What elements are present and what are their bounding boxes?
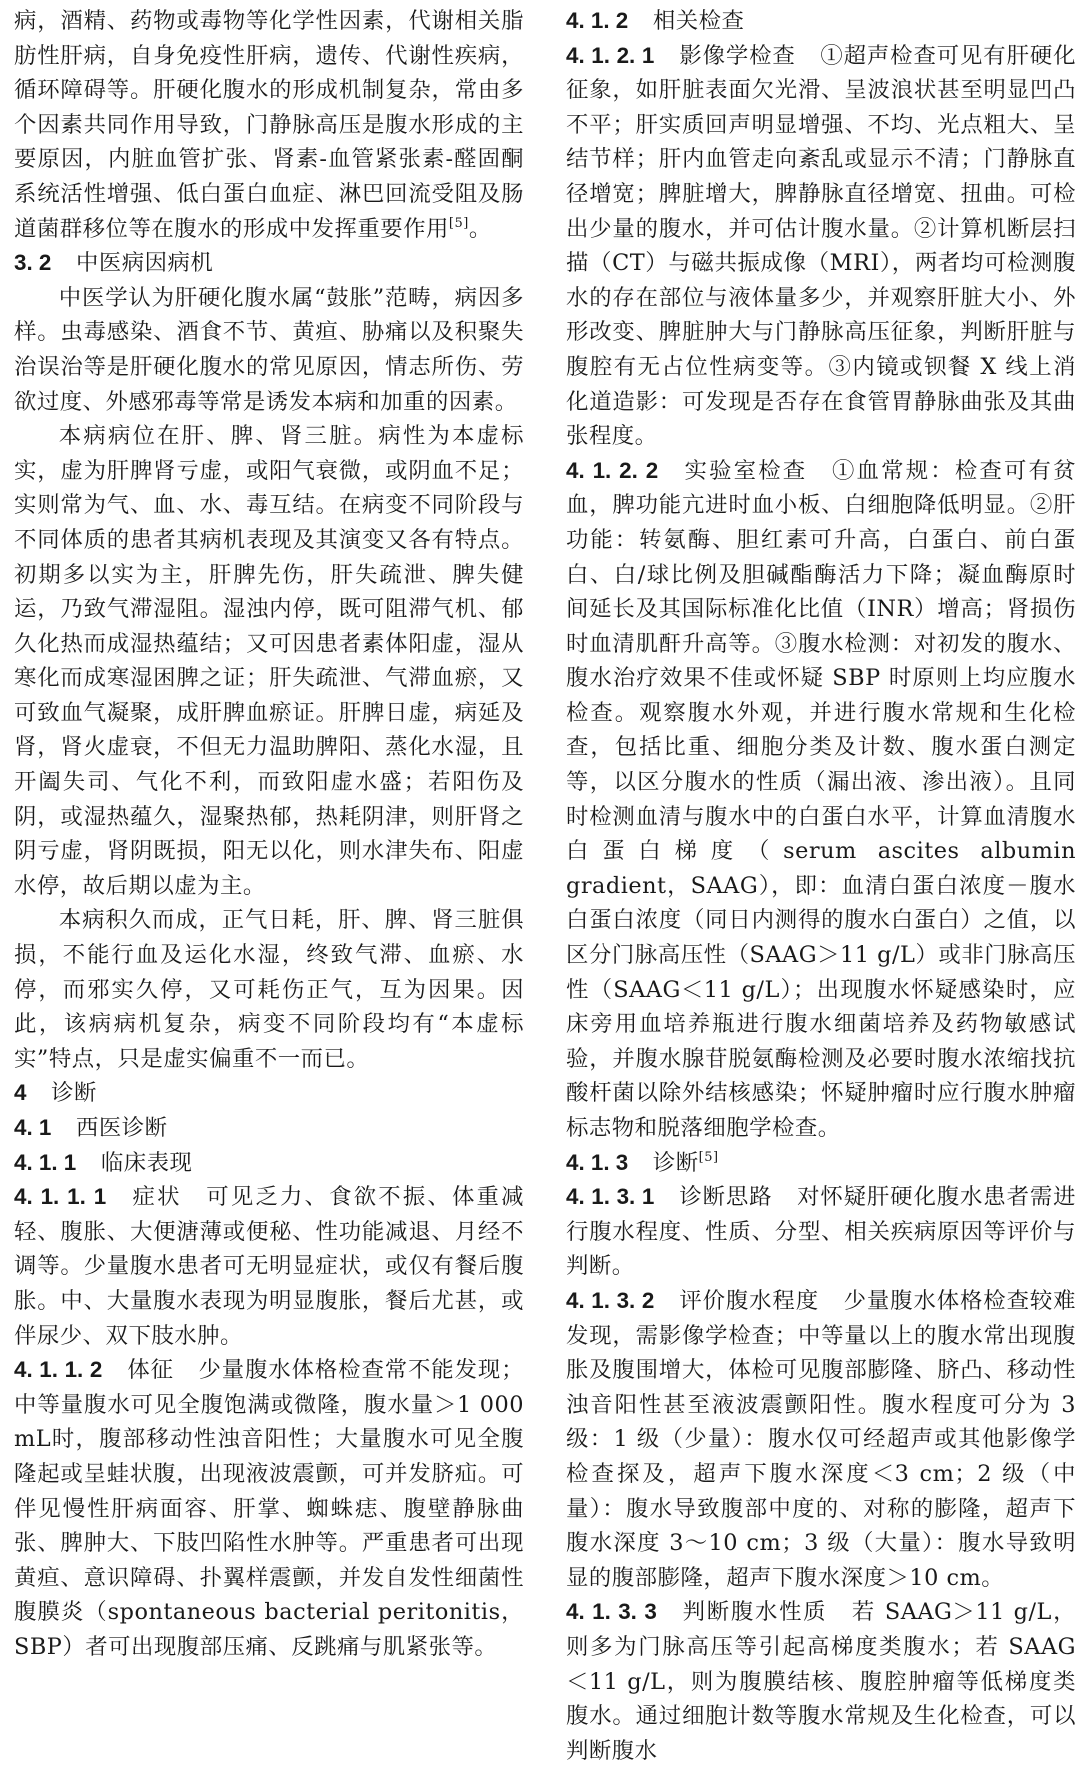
paragraph-text: ①血常规：检查可有贫血，脾功能亢进时血小板、白细胞降低明显。②肝功能：转氨酶、胆红素可升高，白蛋白、前白蛋白、白/球比例及胆碱酯酶活力下降；凝血酶原时间延长及其国际标准化比值（INR）增高；肾损伤时血清肌酐升高等。③腹水检测：对初发的腹水、腹水治疗效果不佳或怀疑 SBP 时原则上均应腹水检查。观察腹水外观，并进行腹水常规和生化检查，包括比重、细胞分类及计数、腹水蛋白测定等，以区分腹水的性质（漏出液、渗出液）。且同时检测血清与腹水中的白蛋白水平，计算血清腹水白蛋白梯度（serum ascites albumin gradient，SAAG），即：血清白蛋白浓度－腹水白蛋白浓度（同日内测得的腹水白蛋白）之值，以区分门脉高压性（SAAG＞11 g/L）或非门脉高压性（SAAG＜11 g/L）；出现腹水怀疑感染时，应床旁用血培养瓶进行腹水细菌培养及药物敏感试验，并腹水腺苷脱氨酶检测及必要时腹水浓缩找抗酸杆菌以除外结核感染；怀疑肿瘤时应行腹水肿瘤标志物和脱落细胞学检查。 <box>566 457 1077 1141</box>
section-heading-4-1 <box>14 1111 524 1146</box>
section-heading-4-1-2 <box>566 4 1076 39</box>
paragraph-text: 对怀疑肝硬化腹水患者需进行腹水程度、性质、分型、相关疾病原因等评价与判断。 <box>566 1184 1077 1280</box>
section-number: 3. 2 <box>14 250 52 276</box>
section-number: 4. 1. 3. 2 <box>566 1287 655 1313</box>
section-title: 西医诊断 <box>75 1115 168 1141</box>
paragraph-tcm-1: 中医学认为肝硬化腹水属“鼓胀”范畴，病因多样。虫毒感染、酒食不节、黄疸、胁痛以及积聚失治误治等是肝硬化腹水的常见原因，情志所伤、劳欲过度、外感邪毒等常是诱发本病和加重的因素。 <box>14 284 524 415</box>
section-number: 4. 1. 1 <box>14 1149 77 1175</box>
paragraph-ascites-nature <box>566 1595 1076 1768</box>
section-title: 体征 <box>126 1357 174 1384</box>
section-number: 4. 1 <box>14 1115 52 1140</box>
paragraph-text: 少量腹水体格检查较难发现，需影像学检查；中等量以上的腹水常出现腹胀及腹围增大，体检可见腹部膨隆、脐凸、移动性浊音阳性甚至液波震颤阳性。腹水程度可分为 3 级：1 级（少量）：腹水仅可经超声或其他影像学检查探及，超声下腹水深度＜3 cm；2 级（中量）：腹水导致腹部中度的、对称的膨隆，超声下腹水深度 3～10 cm；3 级（大量）：腹水导致明显的腹部膨隆，超声下腹水深度＞10 cm。 <box>566 1287 1077 1591</box>
section-title: 判断腹水性质 <box>681 1599 828 1626</box>
paragraph-tcm-3: 本病积久而成，正气日耗，肝、脾、肾三脏俱损，不能行血及运化水湿，终致气滞、血瘀、水停，而邪实久停，又可耗伤正气，互为因果。因此，该病病机复杂，病变不同阶段均有“本虚标实”特点，只是虚实偏重不一而已。 <box>14 907 524 1072</box>
paragraph-text: 可见乏力、食欲不振、体重减轻、腹胀、大便溏薄或便秘、性功能减退、月经不调等。少量腹水患者可无明显症状，或仅有餐后腹胀。中、大量腹水表现为明显腹胀，餐后尤甚，或伴尿少、双下肢水肿。 <box>14 1184 525 1349</box>
paragraph-etiology-continuation <box>14 4 524 246</box>
section-title: 评价腹水程度 <box>678 1287 819 1314</box>
section-title: 诊断 <box>652 1149 699 1176</box>
paragraph-text: 少量腹水体格检查常不能发现；中等量腹水可见全腹饱满或微隆，腹水量＞1 000 mL时，腹部移动性浊音阳性；大量腹水可见全腹隆起或呈蛙状腹，出现液波震颤，可并发脐疝。可伴见慢性肝病面容、肝掌、蜘蛛痣、腹壁静脉曲张、脾肿大、下肢凹陷性水肿等。严重患者可出现黄疸、意识障碍、扑翼样震颤，并发自发性细菌性腹膜炎（spontaneous bacterial peritonitis，SBP）者可出现腹部压痛、反跳痛与肌紧张等。 <box>14 1357 525 1660</box>
section-number: 4. 1. 3. 1 <box>566 1184 655 1210</box>
section-title: 相关检查 <box>652 8 745 34</box>
paragraph-imaging <box>566 39 1076 454</box>
section-title: 症状 <box>130 1184 182 1211</box>
paragraph-tcm-2: 本病病位在肝、脾、肾三脏。病性为本虚标实，虚为肝脾肾亏虚，或阳气衰微，或阴血不足；实则常为气、血、水、毒互结。在病变不同阶段与不同体质的患者其病机表现及其演变又各有特点。初期多以实为主，肝脾先伤，肝失疏泄、脾失健运，乃致气滞湿阻。湿浊内停，既可阻滞气机、郁久化热而成湿热蕴结；又可因患者素体阳虚，湿从寒化而成寒湿困脾之证；肝失疏泄、气滞血瘀，又可致血气凝聚，成肝脾血瘀证。肝脾日虚，病延及肾，肾火虚衰，不但无力温助脾阳、蒸化水湿，且开阖失司、气化不利，而致阳虚水盛；若阳伤及阴，或湿热蕴久，湿聚热郁，热耗阴津，则肝肾之阴亏虚，肾阴既损，阳无以化，则水津失布、阳虚水停，故后期以虚为主。 <box>14 423 524 899</box>
section-title: 中医病因病机 <box>75 250 214 277</box>
section-heading-4-1-1 <box>14 1146 524 1181</box>
section-number: 4. 1. 2 <box>566 8 629 33</box>
paragraph-text: 若 SAAG＞11 g/L，则多为门脉高压等引起高梯度类腹水；若 SAAG＜11 g/L，则为腹膜结核、腹腔肿瘤等低梯度类腹水。通过细胞计数等腹水常规及生化检查，可以判断腹水 <box>566 1599 1077 1764</box>
section-heading-4 <box>14 1076 524 1111</box>
section-title: 诊断思路 <box>678 1184 773 1211</box>
paragraph-diagnostic-approach <box>566 1180 1076 1284</box>
section-title: 影像学检查 <box>678 42 796 69</box>
section-number: 4. 1. 2. 2 <box>566 457 659 483</box>
right-column <box>566 4 1076 1768</box>
section-title: 诊断 <box>51 1080 97 1107</box>
section-number: 4. 1. 1. 1 <box>14 1184 107 1210</box>
section-number: 4. 1. 3 <box>566 1149 629 1175</box>
paragraph-signs <box>14 1353 524 1664</box>
citation-ref: [5] <box>698 1149 719 1165</box>
section-number: 4. 1. 3. 3 <box>566 1599 657 1625</box>
paragraph-text: ①超声检查可见有肝硬化征象，如肝脏表面欠光滑、呈波浪状甚至明显凹凸不平；肝实质回声明显增强、不均、光点粗大、呈结节样；肝内血管走向紊乱或显示不清；门静脉直径增宽；脾脏增大，脾静脉直径增宽、扭曲。可检出少量的腹水，并可估计腹水量。②计算机断层扫描（CT）与磁共振成像（MRI），两者均可检测腹水的存在部位与液体量多少，并观察肝脏大小、外形改变、脾脏肿大与门静脉高压征象，判断肝脏与腹腔有无占位性病变等。③内镜或钡餐 X 线上消化道造影：可发现是否存在食管胃静脉曲张及其曲张程度。 <box>566 42 1077 450</box>
section-heading-3-2 <box>14 246 524 281</box>
section-number: 4. 1. 1. 2 <box>14 1357 103 1383</box>
section-number: 4 <box>14 1080 27 1106</box>
left-column <box>14 4 524 1665</box>
section-title: 临床表现 <box>100 1149 193 1176</box>
paragraph-symptoms <box>14 1180 524 1353</box>
section-heading-4-1-3 <box>566 1146 1076 1181</box>
citation-ref: [5] <box>448 215 469 231</box>
paragraph-text: 病，酒精、药物或毒物等化学性因素，代谢相关脂肪性肝病，自身免疫性肝病，遗传、代谢性疾病，循环障碍等。肝硬化腹水的形成机制复杂，常由多个因素共同作用导致，门静脉高压是腹水形成的主要原因，内脏血管扩张、肾素-血管紧张素-醛固酮系统活性增强、低白蛋白血症、淋巴回流受阻及肠道菌群移位等在腹水的形成中发挥重要作用 <box>14 8 524 242</box>
paragraph-text-end: 。 <box>468 215 492 242</box>
paragraph-ascites-grade <box>566 1284 1076 1595</box>
section-title: 实验室检查 <box>682 457 808 484</box>
section-number: 4. 1. 2. 1 <box>566 42 655 68</box>
paragraph-laboratory <box>566 454 1076 1146</box>
